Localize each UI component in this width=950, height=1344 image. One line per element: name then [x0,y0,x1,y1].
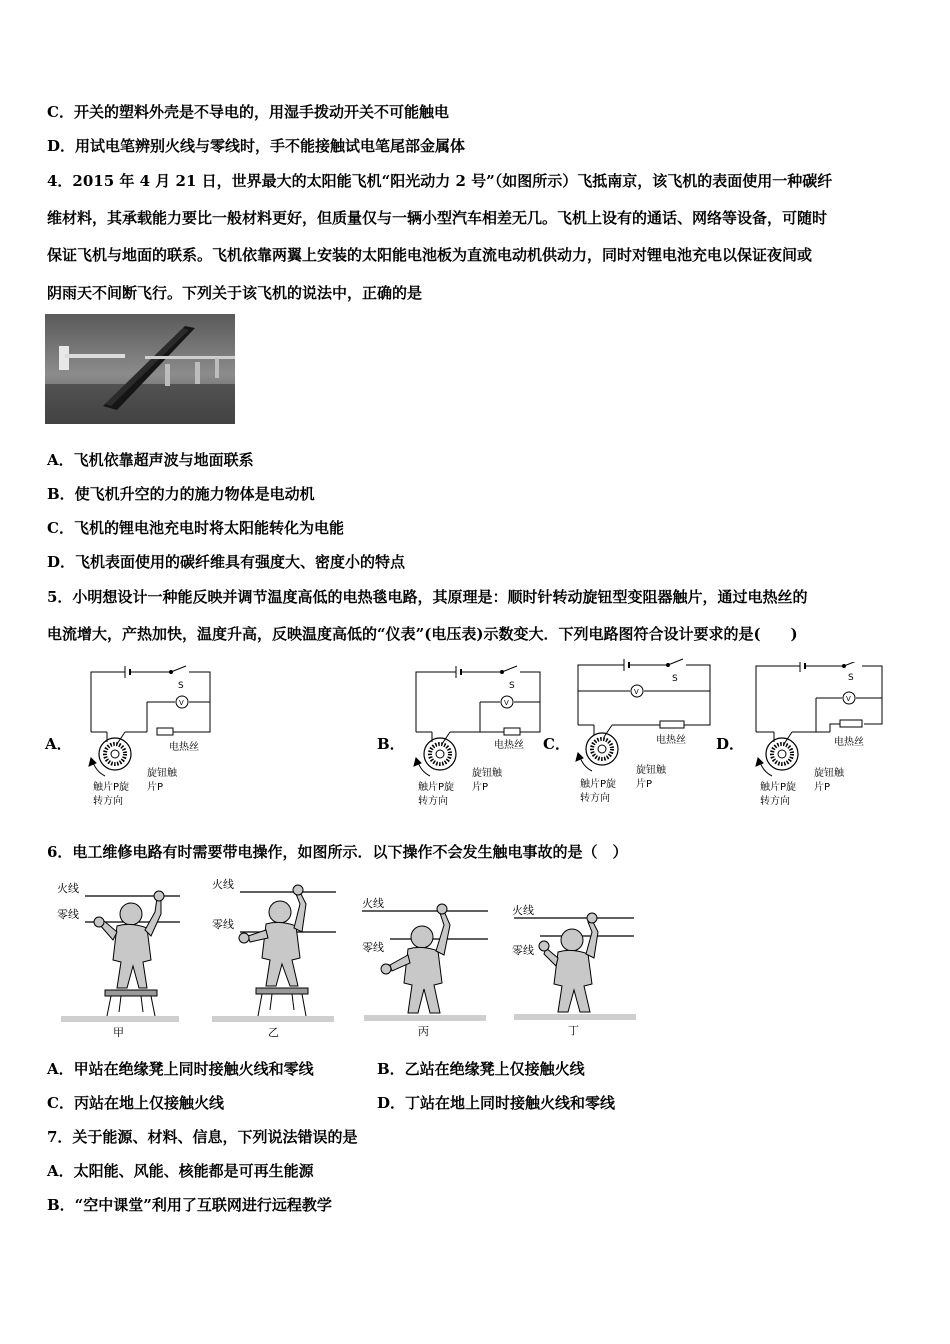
q7-option-b: B．“空中课堂”利用了互联网进行远程教学 [47,1196,332,1214]
electrician-figure-bing [360,895,490,1038]
q4-option-d: D．飞机表面使用的碳纤维具有强度大、密度小的特点 [47,553,406,571]
live-wire-label-bing: 火线 [362,897,384,910]
slider-label2-a: 转方向 [93,796,123,807]
q4-option-b: B．使飞机升空的力的施力物体是电动机 [47,485,315,503]
q5-stem-line-2: 电流增大，产热加快，温度升高，反映温度高低的“仪表”(电压表)示数变大．下列电路图符合设计要求的是( ) [47,625,798,643]
q4-stem-line-2: 维材料，其承载能力要比一般材料更好，但质量仅与一辆小型汽车相差无几。飞机上设有的通话、网络等设备，可随时 [47,209,828,227]
figure-caption-jia: 甲 [113,1026,124,1038]
neutral-wire-label-yi: 零线 [212,918,234,931]
switch-label-a: S [178,681,184,691]
circuit-diagram-b [410,662,545,807]
slider-label-c: 触片P旋 [580,779,617,790]
circuit-diagram-d [752,662,892,807]
q7-option-a: A．太阳能、风能、核能都是可再生能源 [47,1162,314,1180]
heater-label-c: 电热丝 [656,735,686,746]
q6-stem: 6．电工维修电路有时需要带电操作，如图所示．以下操作不会发生触电事故的是（ ） [47,843,628,861]
knob-label-b: 旋钮触 [472,768,502,779]
knob-label-d: 旋钮触 [814,768,844,779]
circuit-diagram-a [85,662,220,807]
slider-label2-d: 转方向 [760,796,790,807]
switch-label-b: S [509,681,515,691]
slider-label2-c: 转方向 [580,793,610,804]
heater-label-a: 电热丝 [169,742,199,753]
q6-option-c: C．丙站在地上仅接触火线 [47,1094,224,1112]
circuit-diagram-c [572,655,717,807]
figure-caption-bing: 丙 [418,1025,429,1038]
knob-label2-a: 片P [147,782,164,793]
slider-label-a: 触片P旋 [93,782,130,793]
knob-label-a: 旋钮触 [147,768,177,779]
electrician-figure-ding [510,900,640,1038]
figure-caption-ding: 丁 [568,1024,579,1037]
q3-option-d: D．用试电笔辨别火线与零线时，手不能接触试电笔尾部金属体 [47,137,466,155]
q6-option-b: B．乙站在绝缘凳上仅接触火线 [377,1060,585,1078]
slider-label-d: 触片P旋 [760,782,797,793]
neutral-wire-label-jia: 零线 [57,908,79,921]
electrician-figure-jia [55,878,180,1038]
q3-option-c: C．开关的塑料外壳是不导电的，用湿手拨动开关不可能触电 [47,103,449,121]
q6-option-d: D．丁站在地上同时接触火线和零线 [377,1094,616,1112]
voltmeter-label-c: V [634,688,639,696]
voltmeter-label-a: V [179,699,184,707]
q4-option-c: C．飞机的锂电池充电时将太阳能转化为电能 [47,519,344,537]
neutral-wire-label-bing: 零线 [362,941,384,954]
voltmeter-label-b: V [504,699,509,707]
knob-label-c: 旋钮触 [636,765,666,776]
live-wire-label-yi: 火线 [212,878,234,891]
q5-option-b-label: B． [377,735,405,753]
q4-stem-line-3: 保证飞机与地面的联系。飞机依靠两翼上安装的太阳能电池板为直流电动机供动力，同时对锂电池充电以保证夜间或 [47,246,813,264]
slider-label-b: 触片P旋 [418,782,455,793]
knob-label2-b: 片P [472,782,489,793]
q5-option-d-label: D． [716,735,745,753]
q5-stem-line-1: 5．小明想设计一种能反映并调节温度高低的电热毯电路，其原理是：顺时针转动旋钮型变阻器触片，通过电热丝的 [47,588,808,606]
q5-option-a-label: A． [45,735,72,753]
electrician-figure-yi [208,870,338,1038]
knob-label2-c: 片P [636,779,653,790]
switch-label-d: S [848,673,854,683]
q5-option-c-label: C． [543,735,570,753]
heater-label-d: 电热丝 [834,737,864,748]
q4-stem-line-1: 4．2015 年 4 月 21 日，世界最大的太阳能飞机“阳光动力 2 号”（如图所示）飞抵南京，该飞机的表面使用一种碳纤 [47,172,833,190]
live-wire-label-jia: 火线 [57,882,79,895]
neutral-wire-label-ding: 零线 [512,944,534,957]
figure-caption-yi: 乙 [268,1026,279,1038]
solar-plane-photo [45,314,235,424]
voltmeter-label-d: V [846,695,851,703]
q4-option-a: A．飞机依靠超声波与地面联系 [47,451,254,469]
switch-label-c: S [672,674,678,684]
live-wire-label-ding: 火线 [512,904,534,917]
slider-label2-b: 转方向 [418,796,448,807]
q4-stem-line-4: 阴雨天不间断飞行。下列关于该飞机的说法中，正确的是 [47,284,423,302]
heater-label-b: 电热丝 [494,740,524,751]
q6-option-a: A．甲站在绝缘凳上同时接触火线和零线 [47,1060,314,1078]
knob-label2-d: 片P [814,782,831,793]
q7-stem: 7．关于能源、材料、信息，下列说法错误的是 [47,1128,358,1146]
